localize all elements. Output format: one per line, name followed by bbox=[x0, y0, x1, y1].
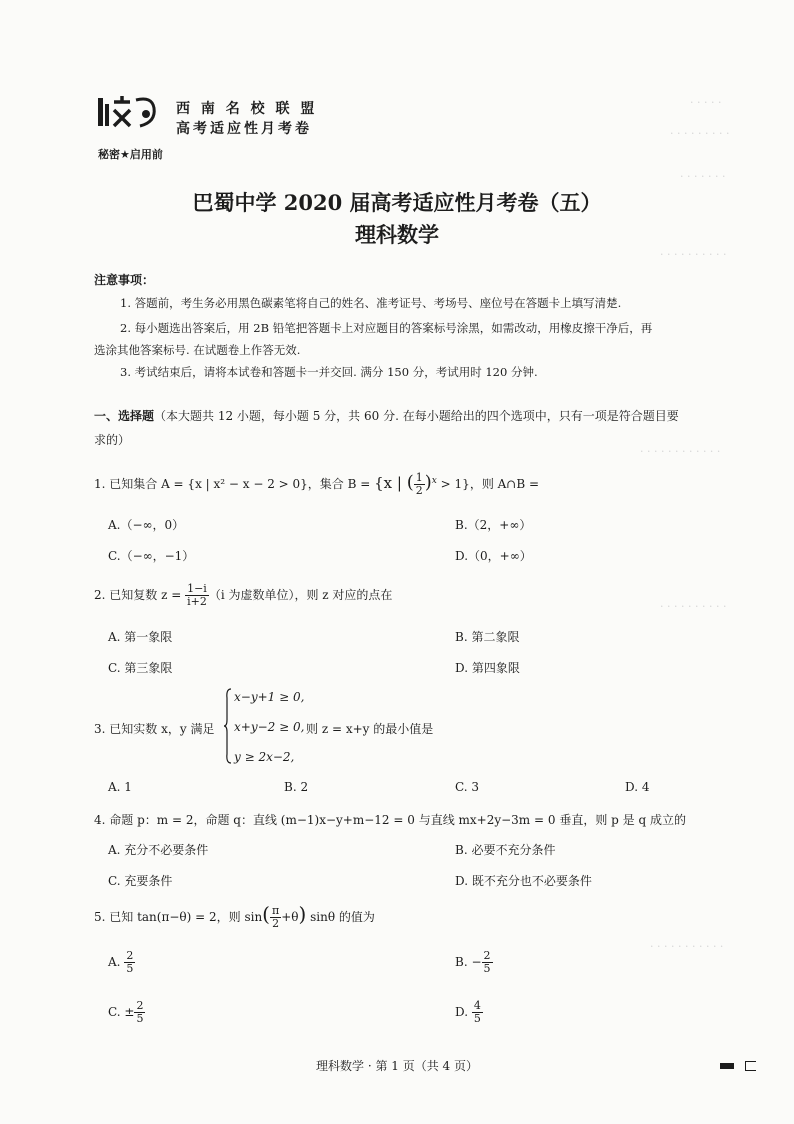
question-3-text: 3. 已知实数 x，y 满足 bbox=[94, 722, 215, 736]
paren-open: ( bbox=[262, 902, 270, 926]
paren-close: ) bbox=[424, 472, 432, 493]
secret-label: 秘密★启用前 bbox=[98, 148, 163, 161]
question-5-ask: sinθ 的值为 bbox=[310, 910, 375, 924]
q2-option-c: C. 第三象限 bbox=[108, 661, 173, 675]
constraint-3: y ≥ 2x−2, bbox=[234, 750, 295, 764]
option-label: D. bbox=[455, 1005, 469, 1019]
note-2-cont: 选涂其他答案标号. 在试题卷上作答无效. bbox=[94, 343, 301, 357]
q3-option-a: A. 1 bbox=[108, 780, 132, 794]
set-brace-open: {x | bbox=[374, 474, 407, 492]
fraction-denominator: 2 bbox=[272, 917, 280, 930]
bleed-through-text: · · · · · · · · · · bbox=[660, 248, 727, 261]
logo-line-2: 高考适应性月考卷 bbox=[176, 121, 312, 137]
question-2-ask: （i 为虚数单位），则 z 对应的点在 bbox=[208, 588, 393, 602]
fraction-pi-over-two bbox=[270, 905, 281, 930]
q3-option-d: D. 4 bbox=[625, 780, 650, 794]
bleed-through-text: · · · · · · · bbox=[680, 170, 726, 183]
question-1-ask: ，则 A∩B = bbox=[469, 477, 540, 491]
bleed-through-text: · · · · · bbox=[690, 96, 722, 109]
fraction-numerator: 4 bbox=[473, 999, 481, 1012]
bleed-through-text: · · · · · · · · · · bbox=[660, 600, 727, 613]
fraction-denominator: 5 bbox=[483, 962, 491, 975]
footer-mark-filled bbox=[720, 1063, 734, 1069]
option-fraction bbox=[482, 950, 493, 975]
alliance-logo-icon bbox=[96, 92, 160, 132]
q4-option-b: B. 必要不充分条件 bbox=[455, 843, 556, 857]
fraction-numerator: 2 bbox=[483, 949, 491, 962]
option-fraction bbox=[124, 950, 135, 975]
note-1: 1. 答题前，考生务必用黑色碳素笔将自己的姓名、准考证号、考场号、座位号在答题卡上填写清楚. bbox=[120, 296, 622, 310]
plus-theta: +θ bbox=[281, 910, 299, 924]
exponent: x bbox=[431, 476, 437, 486]
section-desc: （本大题共 12 小题，每小题 5 分，共 60 分. 在每小题给出的四个选项中，只有一项是符合题目要 bbox=[154, 409, 679, 423]
fraction-denominator: i+2 bbox=[187, 595, 207, 608]
fraction-numerator: 1−i bbox=[187, 582, 207, 595]
q3-option-c: C. 3 bbox=[455, 780, 480, 794]
page-footer: 理科数学 · 第 1 页（共 4 页） bbox=[316, 1059, 478, 1073]
paren-close: ) bbox=[298, 902, 307, 926]
option-fraction bbox=[472, 1000, 483, 1025]
exam-subject: 理科数学 bbox=[355, 222, 439, 247]
note-3: 3. 考试结束后，请将本试卷和答题卡一并交回. 满分 150 分，考试用时 120 分钟. bbox=[120, 365, 538, 379]
question-1-text: 1. 已知集合 A = {x | x² − x − 2 > 0}，集合 B = bbox=[94, 477, 375, 491]
system-brace-icon bbox=[224, 688, 232, 764]
paren-open: ( bbox=[406, 472, 414, 493]
fraction-numerator: π bbox=[271, 904, 280, 917]
fraction-complex bbox=[185, 583, 209, 608]
q5-option-b bbox=[455, 950, 493, 975]
section-heading bbox=[94, 407, 679, 424]
bleed-through-text: · · · · · · · · · bbox=[670, 127, 730, 140]
q1-option-a: A.（−∞，0） bbox=[108, 518, 185, 532]
constraint-1: x−y+1 ≥ 0, bbox=[234, 690, 305, 704]
q2-option-b: B. 第二象限 bbox=[455, 630, 520, 644]
q4-option-a: A. 充分不必要条件 bbox=[108, 843, 209, 857]
fraction-numerator: 1 bbox=[415, 471, 423, 484]
fraction-denominator: 5 bbox=[126, 962, 134, 975]
q2-option-d: D. 第四象限 bbox=[455, 661, 520, 675]
fraction-denominator: 2 bbox=[415, 484, 423, 497]
logo-line-1: 西 南 名 校 联 盟 bbox=[176, 101, 318, 117]
q5-option-c bbox=[108, 1000, 145, 1025]
option-fraction bbox=[134, 1000, 145, 1025]
option-label: A. bbox=[108, 955, 121, 969]
inequality: > 1} bbox=[436, 477, 470, 491]
question-5-text: 5. 已知 tan(π−θ) = 2，则 sin bbox=[94, 910, 263, 924]
q1-option-c: C.（−∞，−1） bbox=[108, 549, 195, 563]
q4-option-d: D. 既不充分也不必要条件 bbox=[455, 874, 592, 888]
section-desc-cont: 求的） bbox=[94, 433, 131, 447]
question-2 bbox=[94, 583, 392, 608]
option-label: C. ± bbox=[108, 1005, 135, 1019]
notes-heading: 注意事项： bbox=[94, 273, 155, 287]
option-label: B. − bbox=[455, 955, 482, 969]
question-3-ask: 则 z = x+y 的最小值是 bbox=[306, 722, 434, 736]
q2-option-a: A. 第一象限 bbox=[108, 630, 173, 644]
question-2-text: 2. 已知复数 z = bbox=[94, 588, 186, 602]
question-5 bbox=[94, 902, 375, 930]
fraction-numerator: 2 bbox=[136, 999, 144, 1012]
constraint-2: x+y−2 ≥ 0, bbox=[234, 720, 305, 734]
q5-option-a bbox=[108, 950, 135, 975]
note-2: 2. 每小题选出答案后，用 2B 铅笔把答题卡上对应题目的答案标号涂黑，如需改动，用橡皮擦干净后，再 bbox=[120, 321, 653, 335]
q4-option-c: C. 充要条件 bbox=[108, 874, 173, 888]
exam-title: 巴蜀中学 2020 届高考适应性月考卷（五） bbox=[192, 190, 602, 215]
fraction-denominator: 5 bbox=[473, 1012, 481, 1025]
q5-option-d bbox=[455, 1000, 483, 1025]
q3-option-b: B. 2 bbox=[284, 780, 309, 794]
q1-option-b: B.（2，+∞） bbox=[455, 518, 532, 532]
bleed-through-text: · · · · · · · · · · · bbox=[650, 940, 724, 953]
section-title: 一、选择题 bbox=[94, 409, 155, 423]
footer-mark-outline bbox=[745, 1061, 756, 1071]
question-4-text: 4. 命题 p：m = 2，命题 q：直线 (m−1)x−y+m−12 = 0 与直线 mx+2y−3m = 0 垂直，则 p 是 q 成立的 bbox=[94, 813, 686, 827]
fraction-denominator: 5 bbox=[136, 1012, 144, 1025]
fraction-one-half bbox=[414, 472, 425, 497]
bleed-through-text: · · · · · · · · · · · · bbox=[640, 445, 721, 458]
question-1 bbox=[94, 472, 539, 497]
fraction-numerator: 2 bbox=[126, 949, 134, 962]
q1-option-d: D.（0，+∞） bbox=[455, 549, 532, 563]
